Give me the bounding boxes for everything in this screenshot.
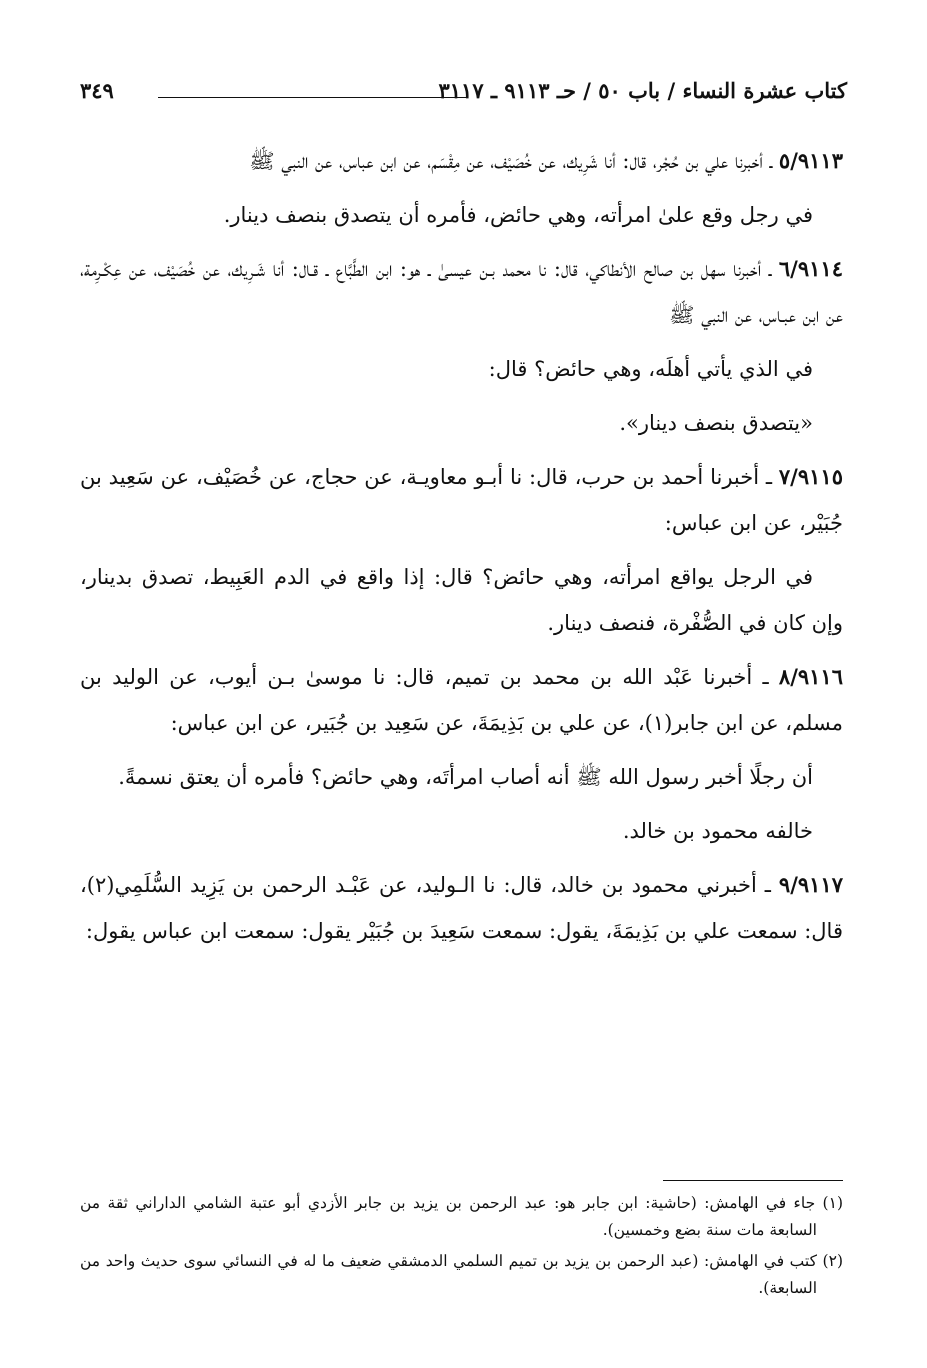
hadith-number: ٦/٩١١٤ xyxy=(778,256,843,281)
footnote: (٢) كتب في الهامش: (عبد الرحمن بن يزيد بن تميم السلمي الدمشقي ضعيف ما له في النسائي سوى حديث واحد من السابعة). xyxy=(80,1252,843,1297)
running-header xyxy=(80,78,847,118)
hadith-paragraph xyxy=(80,138,843,184)
hadith-paragraph xyxy=(80,654,843,746)
hadith-paragraph xyxy=(80,454,843,546)
hadith-text: ـ أخبرنا علي بن حُجْر، قال: أنا شَرِيك، عن خُصَيْف، عن مِقْسَم، عن ابن عباس، عن النبي ﷺ xyxy=(249,149,773,173)
footnote: (١) جاء في الهامش: (حاشية: ابن جابر هو: عبد الرحمن بن يزيد بن جابر الأزدي أبو عتبة الشامي الداراني ثقة من السابعة مات سنة بضع وخمسين). xyxy=(80,1194,843,1239)
hadith-matn xyxy=(80,554,843,646)
matn-text: «يتصدق بنصف دينار». xyxy=(619,411,813,435)
matn-text: في الذي يأتي أهلَه، وهي حائض؟ قال: xyxy=(488,357,813,381)
hadith-number: ٧/٩١١٥ xyxy=(778,464,843,489)
hadith-text: ـ أخبرني محمود بن خالد، قال: نا الـوليد، عن عَبْـد الرحمن بن يَزِيد السُّلَمِي(٢)، قال: سمعت علي بن بَذِيمَةَ، يقول: سمعت سَعِيدَ بن جُبَيْر يقول: سمعت ابن عباس يقول: xyxy=(80,873,843,943)
hadith-note xyxy=(80,808,843,854)
hadith-number: ٨/٩١١٦ xyxy=(778,664,843,689)
hadith-matn xyxy=(80,400,843,446)
hadith-number: ٩/٩١١٧ xyxy=(778,872,843,897)
header-rule xyxy=(158,97,468,98)
hadith-paragraph xyxy=(80,862,843,954)
hadith-paragraph xyxy=(80,246,843,338)
hadith-text: ـ أخبرنا عَبْد الله بن محمد بن تميم، قال: نا موسىٰ بـن أيوب، عن الوليد بن مسلم، عن ابن جابر(١)، عن علي بن بَذِيمَةَ، عن سَعِيد بن جُبَير، عن ابن عباس: xyxy=(80,665,843,735)
matn-text: في رجل وقع علىٰ امرأته، وهي حائض، فأمره أن يتصدق بنصف دينار. xyxy=(223,203,813,227)
footnotes xyxy=(80,1190,843,1306)
hadith-matn xyxy=(80,192,843,238)
hadith-text: ـ أخبرنا سهل بن صالح الأنطاكي، قال: نا محمد بـن عيسىٰ ـ هو: ابن الطَّبَّاع ـ قـال: أنا شَـرِيك، عن خُصَيْف، عن عِكْـرِمة، عن ابن عبـاس، عن النبي ﷺ xyxy=(80,257,843,327)
page-number: ٣٤٩ xyxy=(80,78,114,103)
matn-text: أن رجلًا أخبر رسول الله ﷺ أنه أصاب امرأتَه، وهي حائض؟ فأمره أن يعتق نسمةً. xyxy=(118,765,813,789)
footnote-rule xyxy=(663,1180,843,1181)
matn-text: في الرجل يواقع امرأته، وهي حائض؟ قال: إذا واقع في الدم العَبِيط، تصدق بدينار، وإن كان في الصُّفْرة، فنصف دينار. xyxy=(80,565,843,635)
header-title: كتاب عشرة النساء / باب ٥٠ / حـ ٩١١٣ ـ ٣١١٧ xyxy=(438,78,847,103)
main-text xyxy=(80,138,843,962)
hadith-matn xyxy=(80,346,843,392)
note-text: خالفه محمود بن خالد. xyxy=(622,819,813,843)
hadith-text: ـ أخبرنا أحمد بن حرب، قال: نا أبـو معاويـة، عن حجاج، عن خُصَيْف، عن سَعِيد بن جُبَيْر، عن ابن عباس: xyxy=(80,465,843,535)
hadith-matn xyxy=(80,754,843,800)
hadith-number: ٥/٩١١٣ xyxy=(778,148,843,173)
